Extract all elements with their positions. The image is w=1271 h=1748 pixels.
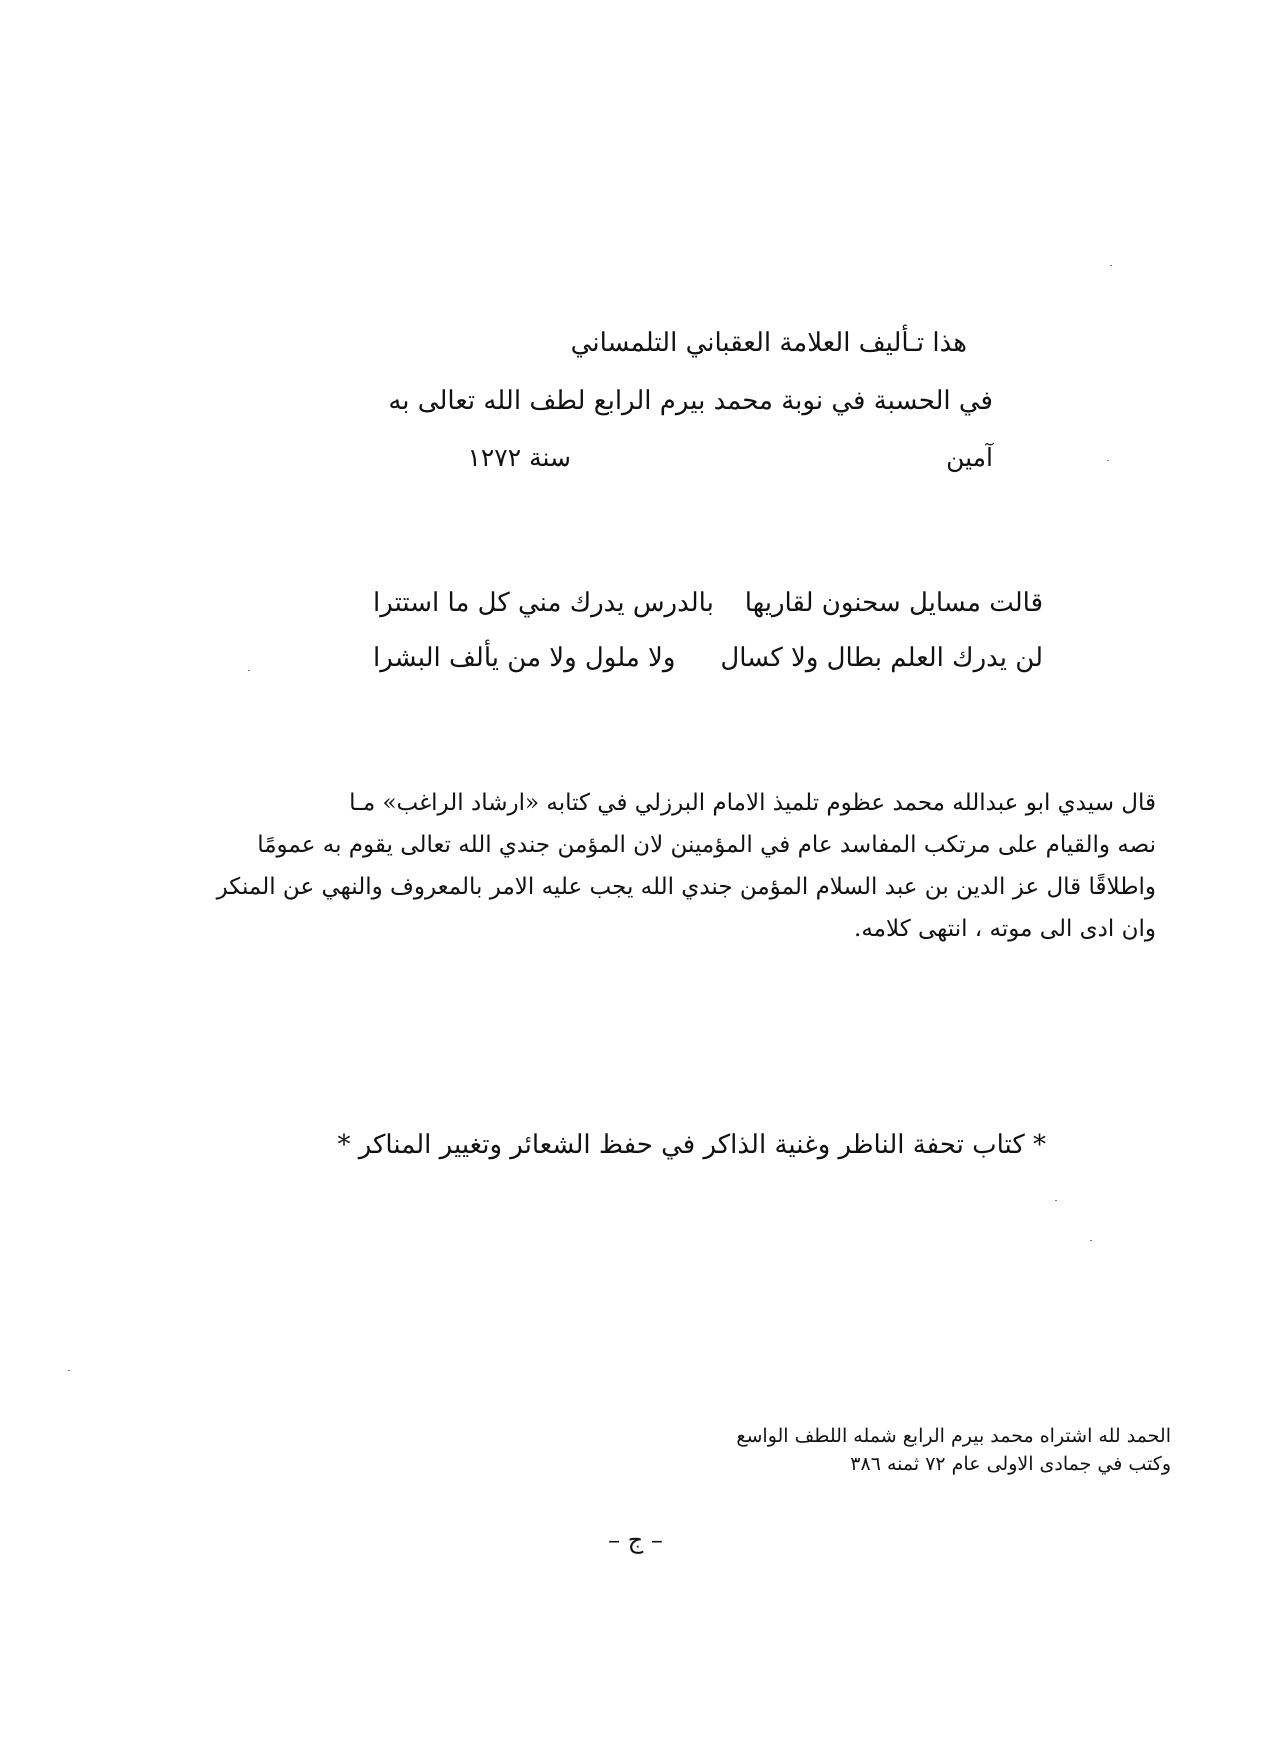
title-line-2: في الحسبة في نوبة محمد بيرم الرابع لطف الله تعالى به	[388, 386, 993, 416]
purchase-note-line-2: وكتب في جمادى الاولى عام ٧٢ ثمنه ٣٨٦	[850, 1453, 1171, 1475]
scan-speck	[1055, 1200, 1057, 1201]
paragraph-line-4: وان ادى الى موته ، انتهى كلامه.	[854, 916, 1156, 942]
scan-speck	[1107, 460, 1109, 461]
title-line-1: هذا تـأليف العلامة العقباني التلمساني	[570, 328, 967, 358]
quote-paragraph	[216, 782, 1156, 950]
scan-speck	[1110, 265, 1112, 266]
scan-speck	[1090, 1240, 1092, 1241]
paragraph-line-3: واطلاقًا قال عز الدين بن عبد السلام المؤمن جندي الله يجب عليه الامر بالمعروف والنهي عن المنكر	[216, 874, 1156, 900]
page-number: – ج –	[608, 1526, 663, 1554]
paragraph-line-1: قال سيدي ابو عبدالله محمد عظوم تلميذ الامام البرزلي في كتابه «ارشاد الراغب» مـا	[349, 790, 1156, 816]
title-year: سنة ١٢٧٢	[467, 443, 571, 472]
verse-line-1	[373, 585, 1043, 621]
verse-2-second-hemistich: ولا ملول ولا من يألف البشرا	[373, 643, 676, 673]
book-title: * كتاب تحفة الناظر وغنية الذاكر في حفظ الشعائر وتغيير المناكر *	[337, 1130, 1046, 1160]
scan-speck	[248, 670, 250, 671]
verse-2-first-hemistich: لن يدرك العلم بطال ولا كسال	[720, 643, 1043, 673]
verse-1-second-hemistich: بالدرس يدرك مني كل ما استترا	[373, 588, 714, 618]
verse-line-2	[373, 640, 1043, 676]
title-amen: آمين	[946, 443, 993, 472]
paragraph-line-2: نصه والقيام على مرتكب المفاسد عام في المؤمينن لان المؤمن جندي الله تعالى يقوم به عمومًا	[257, 832, 1156, 858]
purchase-note-line-1: الحمد لله اشتراه محمد بيرم الرابع شمله اللطف الواسع	[736, 1425, 1171, 1447]
scan-speck	[68, 1370, 70, 1371]
purchase-note	[736, 1422, 1171, 1478]
verse-1-first-hemistich: قالت مسايل سحنون لقاريها	[744, 588, 1043, 618]
